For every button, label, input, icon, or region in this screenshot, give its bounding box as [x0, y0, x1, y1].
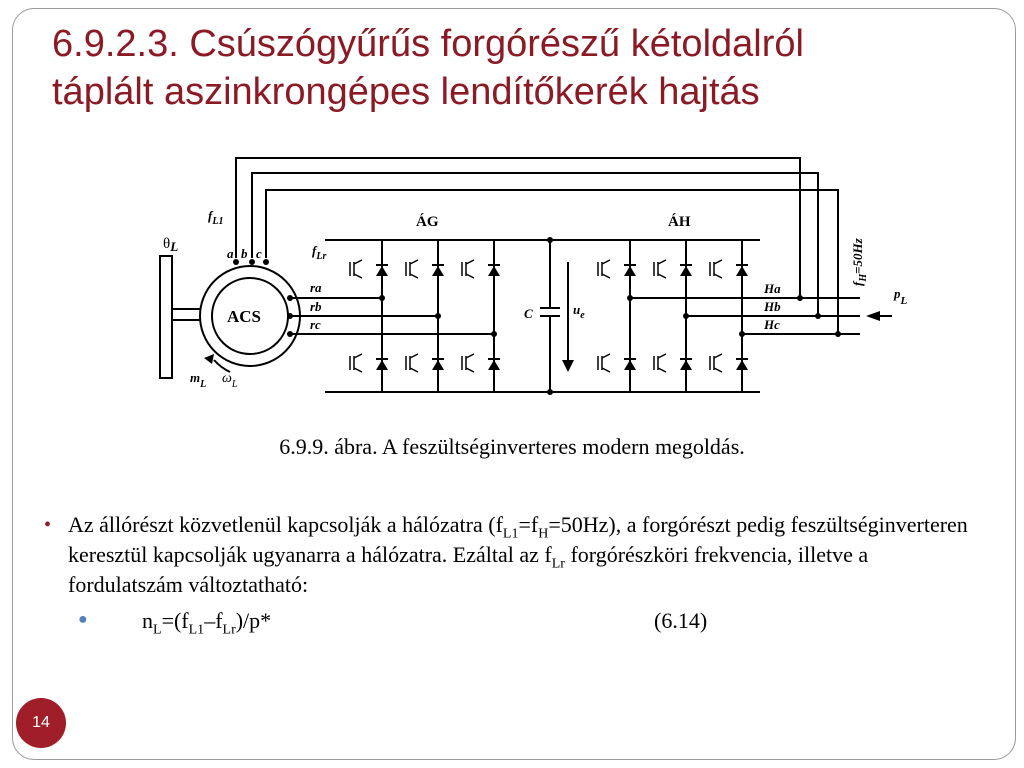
ag-label: ÁG [416, 214, 439, 230]
page-number-badge: 14 [16, 698, 66, 748]
hb-label: Hb [764, 299, 781, 314]
ue-label: $u_e$ [573, 302, 585, 321]
hc-label: Hc [764, 317, 780, 332]
theta-label: θL [163, 236, 179, 254]
pl-arrow [866, 311, 880, 321]
omega-label: $\omega_L$ [222, 371, 238, 390]
c-label: c [256, 246, 262, 261]
ra-label: ra [310, 280, 322, 295]
acs-label: ACS [227, 307, 262, 326]
pl-label: $p_L$ [894, 286, 908, 307]
ml-label: $m_L$ [190, 370, 207, 390]
bullet-dot-icon: ● [78, 611, 88, 628]
b-label: b [241, 246, 248, 261]
bullet-list [44, 510, 984, 636]
ah-label: ÁH [668, 214, 691, 230]
bullet-dot-icon: • [44, 514, 52, 536]
equation-number: (6.14) [654, 608, 708, 633]
bullet-item-2 [44, 606, 984, 636]
ha-label: Ha [764, 281, 781, 296]
fh-label: $f_H=50Hz$ [850, 238, 869, 286]
title-line-2: táplált aszinkrongépes lendítőkerék hajtás [52, 71, 760, 113]
figure-caption: 6.9.9. ábra. A feszültséginverteres modern megoldás. [279, 434, 745, 459]
title-line-1: 6.9.2.3. Csúszógyűrűs forgórészű kétoldalról [52, 23, 804, 65]
bullet-item-1: • Az állórészt közvetlenül kapcsolják a hálózatra $(f_{L1}=f_H=50Hz)$, a forgórészt pedig feszültséginverteren keresztül kapcsolják ugyanarra a hálózatra. Ezáltal az $f_{Lr}$ forgórészköri frekvencia, illetve a fordulatszám változtatható: [44, 512, 968, 597]
fl1-label: $f_{L1}$ [208, 208, 224, 227]
flr-label: $f_{Lr}$ [312, 243, 327, 262]
equation: $n_L=(f_{L1}-f_{Lr})/p*$ [142, 608, 272, 638]
capacitor-label: C [524, 306, 533, 321]
circuit-diagram [150, 150, 908, 400]
rb-label: rb [310, 299, 322, 314]
slide-title [52, 20, 992, 116]
a-label: a [227, 246, 234, 261]
rc-label: rc [310, 317, 321, 332]
